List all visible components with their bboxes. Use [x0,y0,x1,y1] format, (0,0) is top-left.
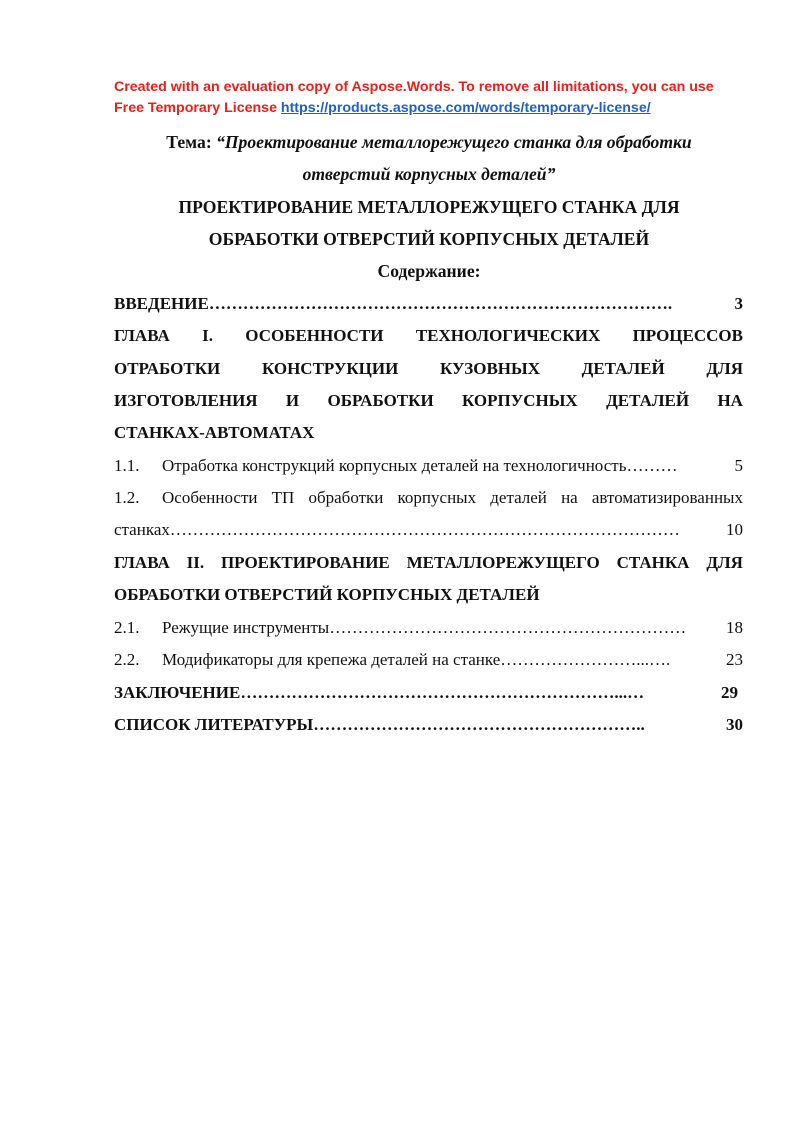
toc-word: I. [202,326,213,345]
toc-word: II. [186,553,205,572]
toc-entry-text: СПИСОК ЛИТЕРАТУРЫ [114,715,314,734]
toc-section-number: 1.2. [114,488,140,507]
topic-line-1 [114,126,744,158]
toc-word: ДЕТАЛЕЙ [606,391,690,410]
watermark-license-label: Free Temporary License [114,100,281,116]
evaluation-watermark [114,77,754,119]
toc-entry-text: Режущие инструменты [162,618,330,637]
toc-leader-dots: ……………………...…. [500,650,671,669]
toc-chapter-1-line-3[interactable] [114,385,743,417]
document-heading-line-1: ПРОЕКТИРОВАНИЕ МЕТАЛЛОРЕЖУЩЕГО СТАНКА ДЛЯ [178,197,680,217]
toc-word: КУЗОВНЫХ [440,359,540,378]
toc-word: КОРПУСНЫХ [462,391,578,410]
toc-word: СТАНКА [616,553,690,572]
toc-word: МЕТАЛЛОРЕЖУЩЕГО [406,553,600,572]
toc-word: ПРОЦЕССОВ [632,326,743,345]
toc-word: ДЛЯ [706,359,743,378]
toc-word: ОБРАБОТКИ [327,391,434,410]
toc-entry-text [162,482,743,514]
toc-section-number: 2.2. [114,650,140,669]
toc-leader-dots: ……… [626,456,678,475]
toc-page-number: 10 [726,520,743,539]
watermark-line-1: Created with an evaluation copy of Aspose.Words. To remove all limitations, you can use [114,79,714,95]
toc-word: на [561,488,578,507]
toc-word: корпусных [397,488,477,507]
toc-entry-references[interactable] [114,709,743,741]
toc-word: Особенности [162,488,258,507]
toc-entry-text: ЗАКЛЮЧЕНИЕ [114,683,241,702]
toc-entry-text: Модификаторы для крепежа деталей на станке [162,650,501,669]
toc-word: деталей [490,488,547,507]
toc-word: НА [717,391,743,410]
toc-page-number: 23 [726,650,743,669]
topic-label: Тема: [166,132,217,152]
toc-word: И [285,391,300,410]
toc-leader-dots: ……………………………………………………… [329,618,687,637]
toc-page-number: 29 [721,683,738,702]
toc-leader-dots: ………………………………………………………………………. [208,294,673,313]
toc-entry-1-1[interactable] [114,450,743,482]
toc-entry-conclusion[interactable] [114,677,738,709]
toc-page-number: 30 [726,715,743,734]
toc-word: ДЛЯ [706,553,743,572]
topic-title-part-1: “Проектирование металлорежущего станка для обработки [216,132,692,152]
toc-word: ГЛАВА [114,326,170,345]
watermark-line-2 [114,98,754,119]
toc-word: обработки [308,488,384,507]
toc-word: ОСОБЕННОСТИ [245,326,384,345]
toc-chapter-1-line-1[interactable] [114,320,743,352]
toc-leader-dots: ………………………………………………….. [313,715,645,734]
toc-word: ПРОЕКТИРОВАНИЕ [220,553,390,572]
toc-entry-1-2-line-2[interactable] [114,514,743,546]
toc-word: ТП [271,488,295,507]
toc-word: ДЕТАЛЕЙ [581,359,665,378]
toc-chapter-2-line-1[interactable] [114,547,743,579]
toc-leader-dots: …………………………………………………………...… [240,683,645,702]
topic-title-part-2: отверстий корпусных деталей” [302,164,556,184]
toc-entry-text: ВВЕДЕНИЕ [114,294,209,313]
toc-word: автоматизированных [591,488,743,507]
toc-entry-2-2[interactable] [114,644,743,676]
toc-entry-text: станках [114,520,170,539]
toc-page-number: 3 [734,294,743,313]
toc-word: КОНСТРУКЦИИ [261,359,399,378]
toc-chapter-2-line-2[interactable]: ОБРАБОТКИ ОТВЕРСТИЙ КОРПУСНЫХ ДЕТАЛЕЙ [114,585,540,604]
toc-entry-text: Отработка конструкций корпусных деталей на технологичность [162,456,627,475]
toc-chapter-1-line-2[interactable] [114,353,743,385]
toc-section-number: 1.1. [114,456,140,475]
toc-chapter-1-line-4[interactable]: СТАНКАХ-АВТОМАТАХ [114,423,315,442]
toc-leader-dots: ……………………………………………………………………………… [169,520,680,539]
toc-word: ОТРАБОТКИ [114,359,221,378]
toc-section-number: 2.1. [114,618,140,637]
toc-word: ГЛАВА [114,553,170,572]
document-heading-line-2: ОБРАБОТКИ ОТВЕРСТИЙ КОРПУСНЫХ ДЕТАЛЕЙ [208,229,650,249]
toc-word: ИЗГОТОВЛЕНИЯ [114,391,258,410]
contents-title: Содержание: [377,261,481,281]
toc-entry-2-1[interactable] [114,612,743,644]
toc-entry-1-2-line-1[interactable] [114,482,743,514]
toc-entry-introduction[interactable] [114,288,743,320]
toc-word: ТЕХНОЛОГИЧЕСКИХ [415,326,601,345]
toc-page-number: 5 [734,456,743,475]
temporary-license-link[interactable]: https://products.aspose.com/words/temporary-license/ [280,100,651,116]
toc-page-number: 18 [726,618,743,637]
